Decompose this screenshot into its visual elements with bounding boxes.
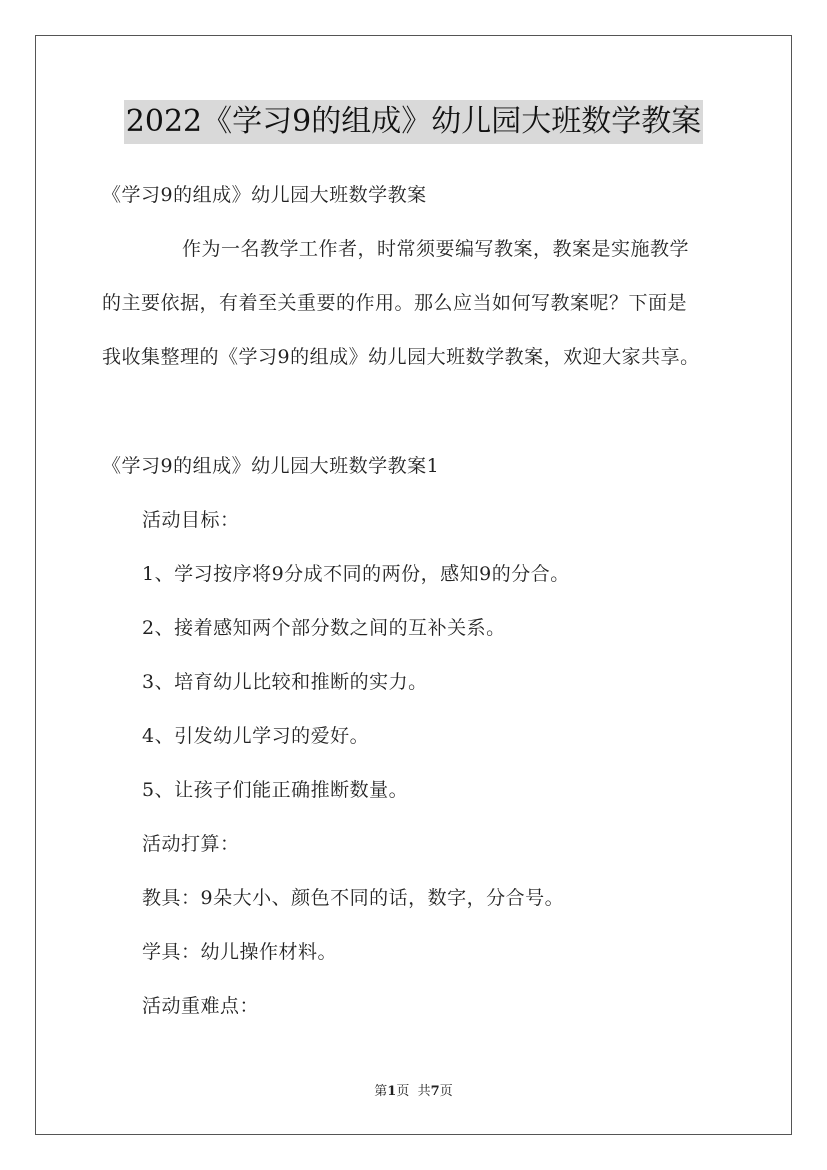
intro-line-2: 的主要依据，有着至关重要的作用。那么应当如何写教案呢？下面是 [102, 292, 688, 314]
goal-item: 3、培育幼儿比较和推断的实力。 [142, 671, 428, 693]
intro-line-3: 我收集整理的《学习9的组成》幼儿园大班数学教案，欢迎大家共享。 [102, 346, 700, 368]
total-prefix: 共 [417, 1084, 431, 1099]
document-subtitle: 《学习9的组成》幼儿园大班数学教案 [102, 184, 427, 206]
goal-item: 1、学习按序将9分成不同的两份，感知9的分合。 [142, 563, 570, 585]
section-heading: 《学习9的组成》幼儿园大班数学教案1 [102, 455, 440, 477]
document-title: 2022《学习9的组成》幼儿园大班数学教案 [124, 100, 703, 144]
title-container [0, 100, 827, 144]
learning-aids: 学具：幼儿操作材料。 [142, 941, 338, 963]
goal-item: 4、引发幼儿学习的爱好。 [142, 725, 370, 747]
teaching-aids: 教具：9朵大小、颜色不同的话，数字，分合号。 [142, 887, 565, 909]
total-suffix: 页 [439, 1084, 453, 1099]
page-prefix: 第 [374, 1084, 388, 1099]
goal-item: 2、接着感知两个部分数之间的互补关系。 [142, 617, 506, 639]
page-total: 7 [430, 1084, 440, 1099]
intro-line-1: 作为一名教学工作者，时常须要编写教案，教案是实施教学 [182, 238, 690, 260]
goals-label: 活动目标： [142, 509, 240, 531]
page-suffix: 页 [396, 1084, 410, 1099]
page-current: 1 [387, 1084, 397, 1099]
goal-item: 5、让孩子们能正确推断数量。 [142, 779, 409, 801]
prep-label: 活动打算： [142, 833, 240, 855]
key-points-label: 活动重难点： [142, 995, 260, 1017]
page-footer [0, 1084, 827, 1100]
